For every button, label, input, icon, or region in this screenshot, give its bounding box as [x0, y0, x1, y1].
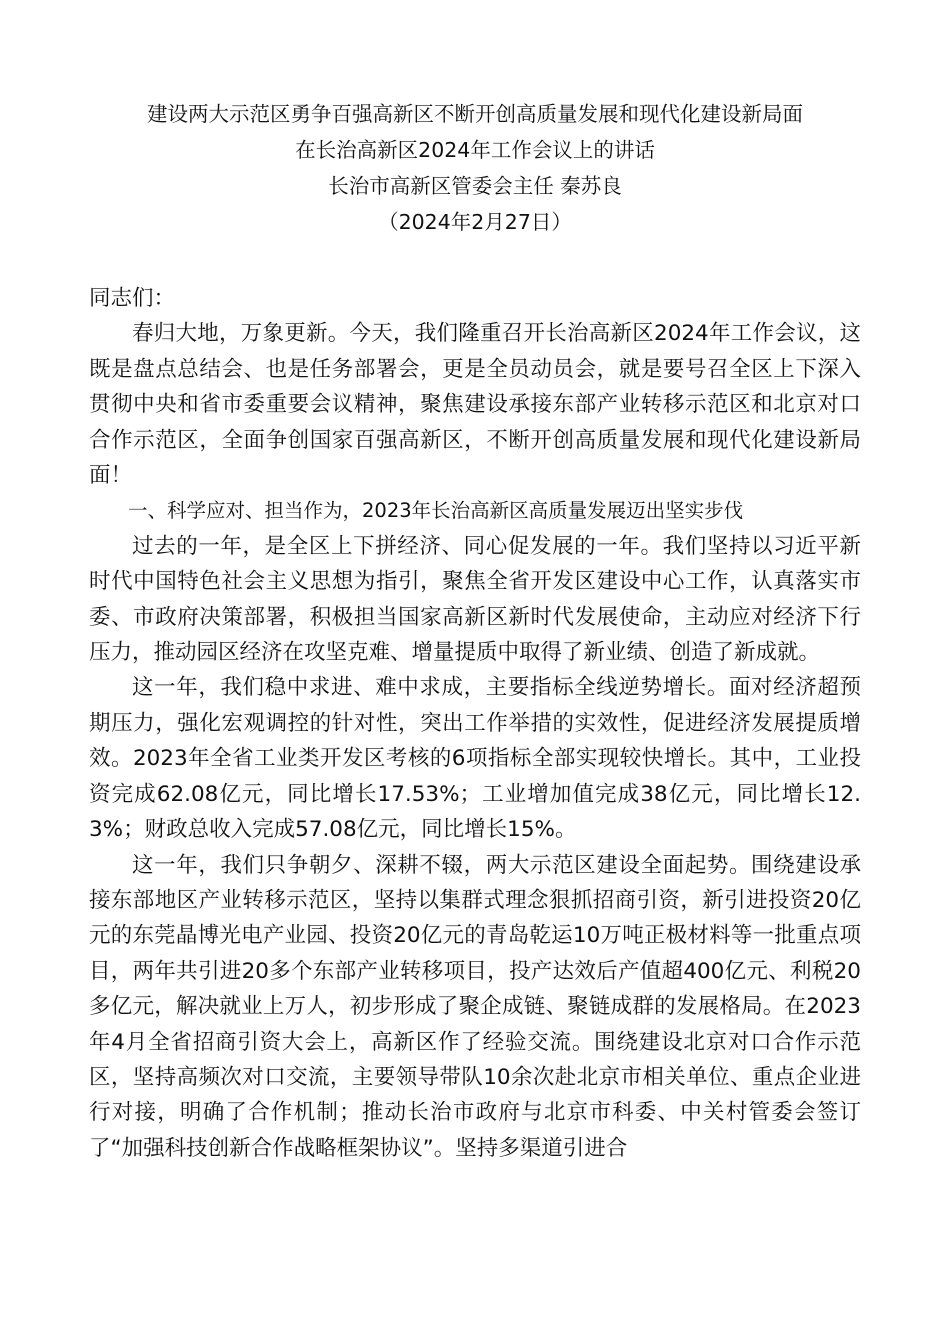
speaker-line: 长治市高新区管委会主任 秦苏良	[328, 174, 622, 198]
paragraph-demonstration-zones: 这一年，我们只争朝夕、深耕不辍，两大示范区建设全面起势。围绕建设承接东部地区产业转移示范区，坚持以集群式理念狠抓招商引资，新引进投资20亿元的东莞晶博光电产业园、投资20亿元的青岛乾运10万吨正极材料等一批重点项目，两年共引进20多个东部产业转移项目，投产达效后产值超400亿元、利税20多亿元，解决就业上万人，初步形成了聚企成链、聚链成群的发展格局。在2023年4月全省招商引资大会上，高新区作了经验交流。围绕建设北京对口合作示范区，坚持高频次对口交流，主要领导带队10余次赴北京市相关单位、重点企业进行对接，明确了合作机制；推动长治市政府与北京市科委、中关村管委会签订了“加强科技创新合作战略框架协议”。坚持多渠道引进合	[89, 852, 861, 1161]
paragraph-opening: 春归大地，万象更新。今天，我们隆重召开长治高新区2024年工作会议，这既是盘点总结会、也是任务部署会，更是全员动员会，就是要号召全区上下深入贯彻中央和省市委重要会议精神，聚焦建设承接东部产业转移示范区和北京对口合作示范区，全面争创国家百强高新区，不断开创高质量发展和现代化建设新局面！	[89, 321, 861, 489]
subtitle: 在长治高新区2024年工作会议上的讲话	[295, 138, 655, 162]
date-line: （2024年2月27日）	[378, 210, 572, 234]
section-heading-1: 一、科学应对、担当作为，2023年长治高新区高质量发展迈出坚实步伐	[128, 499, 744, 523]
document-body	[89, 281, 861, 1166]
paragraph-indicators: 这一年，我们稳中求进、难中求成，主要指标全线逆势增长。面对经济超预期压力，强化宏观调控的针对性，突出工作举措的实效性，促进经济发展提质增效。2023年全省工业类开发区考核的6项指标全部实现较快增长。其中，工业投资完成62.08亿元，同比增长17.53%；工业增加值完成38亿元，同比增长12.3%；财政总收入完成57.08亿元，同比增长15%。	[89, 675, 861, 843]
main-title: 建设两大示范区勇争百强高新区不断开创高质量发展和现代化建设新局面	[147, 102, 803, 126]
salutation: 同志们：	[89, 286, 176, 311]
paragraph-review: 过去的一年，是全区上下拼经济、同心促发展的一年。我们坚持以习近平新时代中国特色社会主义思想为指引，聚焦全省开发区建设中心工作，认真落实市委、市政府决策部署，积极担当国家高新区新时代发展使命，主动应对经济下行压力，推动园区经济在攻坚克难、增量提质中取得了新业绩、创造了新成就。	[89, 533, 861, 666]
title-block	[0, 96, 950, 240]
